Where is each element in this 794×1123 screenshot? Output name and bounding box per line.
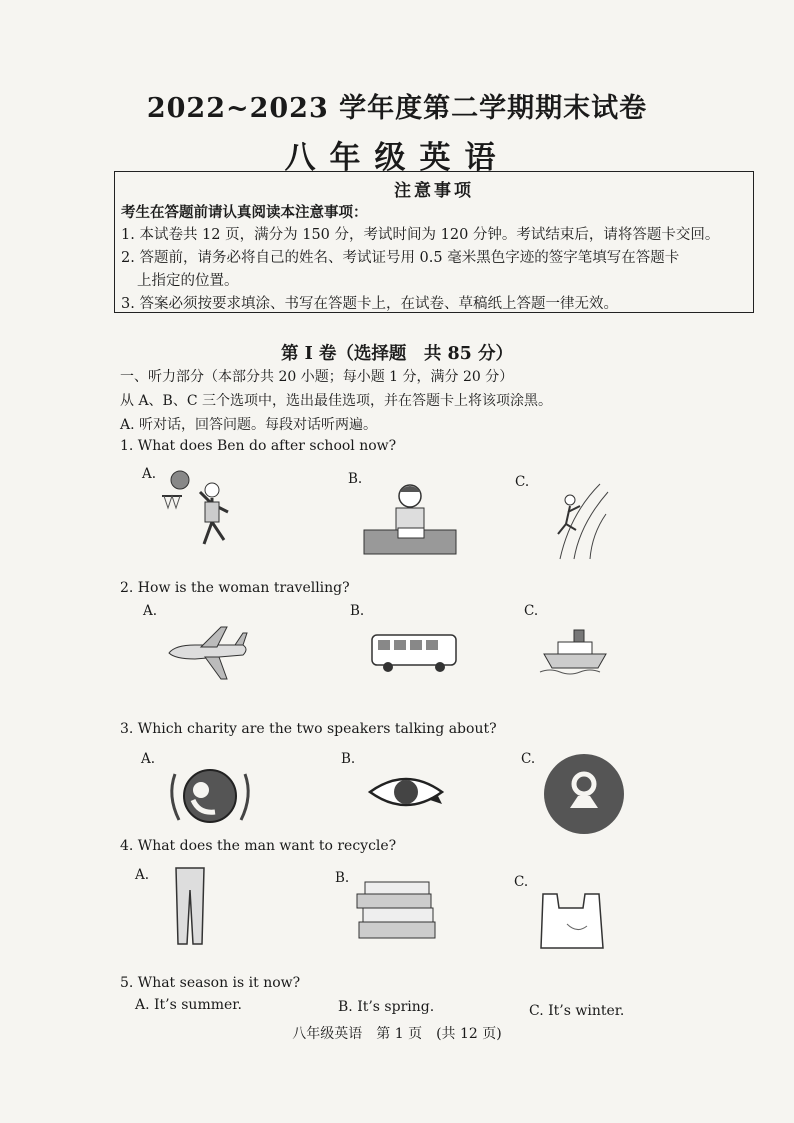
- basketball-player-icon: [150, 466, 250, 556]
- q5-option-a: A. It’s summer.: [135, 997, 242, 1013]
- q4-option-a: A.: [135, 867, 150, 883]
- notice-item-3: 3. 答案必须按要求填涂、书写在答题卡上，在试卷、草稿纸上答题一律无效。: [121, 296, 618, 312]
- q1-option-b: B.: [348, 471, 363, 487]
- section-title: 第 I 卷（选择题 共 85 分）: [281, 344, 513, 364]
- sub-section-a: A. 听对话，回答问题。每段对话听两遍。: [120, 417, 378, 433]
- notice-heading: 注意事项: [394, 181, 474, 201]
- boy-studying-icon: [360, 478, 460, 558]
- instruction: 从 A、B、C 三个选项中，选出最佳选项，并在答题卡上将该项涂黑。: [120, 393, 553, 409]
- q1-option-a: A.: [142, 466, 157, 482]
- exam-subtitle: 八年级英语: [284, 140, 510, 176]
- notice-item-2: 2. 答题前，请务必将自己的姓名、考试证号用 0.5 毫米黑色字迹的签字笔填写在答题卡: [121, 250, 680, 266]
- q5-option-b: B. It’s spring.: [338, 999, 435, 1015]
- q4-option-c: C.: [514, 874, 529, 890]
- q3-option-b: B.: [341, 751, 356, 767]
- notice-item-2-cont: 上指定的位置。: [137, 273, 239, 289]
- airplane-icon: [165, 623, 250, 683]
- notice-item-1: 1. 本试卷共 12 页，满分为 150 分，考试时间为 120 分钟。考试结束后，请将答题卡交回。: [121, 227, 720, 243]
- plastic-bag-icon: [537, 884, 607, 954]
- q3-option-c: C.: [521, 751, 536, 767]
- notice-lead: 考生在答题前请认真阅读本注意事项：: [121, 204, 368, 221]
- q4-option-b: B.: [335, 870, 350, 886]
- question-3: 3. Which charity are the two speakers talking about?: [120, 721, 497, 737]
- q5-option-c: C. It’s winter.: [529, 1003, 625, 1019]
- question-1: 1. What does Ben do after school now?: [120, 438, 397, 454]
- exam-title: 2022~2023 学年度第二学期期末试卷: [146, 93, 648, 124]
- question-5: 5. What season is it now?: [120, 975, 301, 991]
- q2-option-a: A.: [143, 603, 158, 619]
- question-4: 4. What does the man want to recycle?: [120, 838, 397, 854]
- unicef-logo-icon: [165, 762, 255, 832]
- jeans-icon: [172, 866, 208, 946]
- q3-option-a: A.: [141, 751, 156, 767]
- q2-option-c: C.: [524, 603, 539, 619]
- charity-circle-logo-icon: [542, 752, 626, 836]
- question-2: 2. How is the woman travelling?: [120, 580, 350, 596]
- part-title: 一、听力部分（本部分共 20 小题；每小题 1 分，满分 20 分）: [120, 369, 514, 385]
- bus-icon: [370, 631, 460, 676]
- eye-charity-logo-icon: [368, 770, 450, 820]
- rock-climber-icon: [540, 484, 610, 559]
- notice-box: [114, 171, 754, 313]
- q2-option-b: B.: [350, 603, 365, 619]
- page-footer: 八年级英语 第 1 页 (共 12 页): [292, 1026, 502, 1042]
- q1-option-c: C.: [515, 474, 530, 490]
- ship-icon: [540, 624, 612, 674]
- books-icon: [355, 878, 440, 946]
